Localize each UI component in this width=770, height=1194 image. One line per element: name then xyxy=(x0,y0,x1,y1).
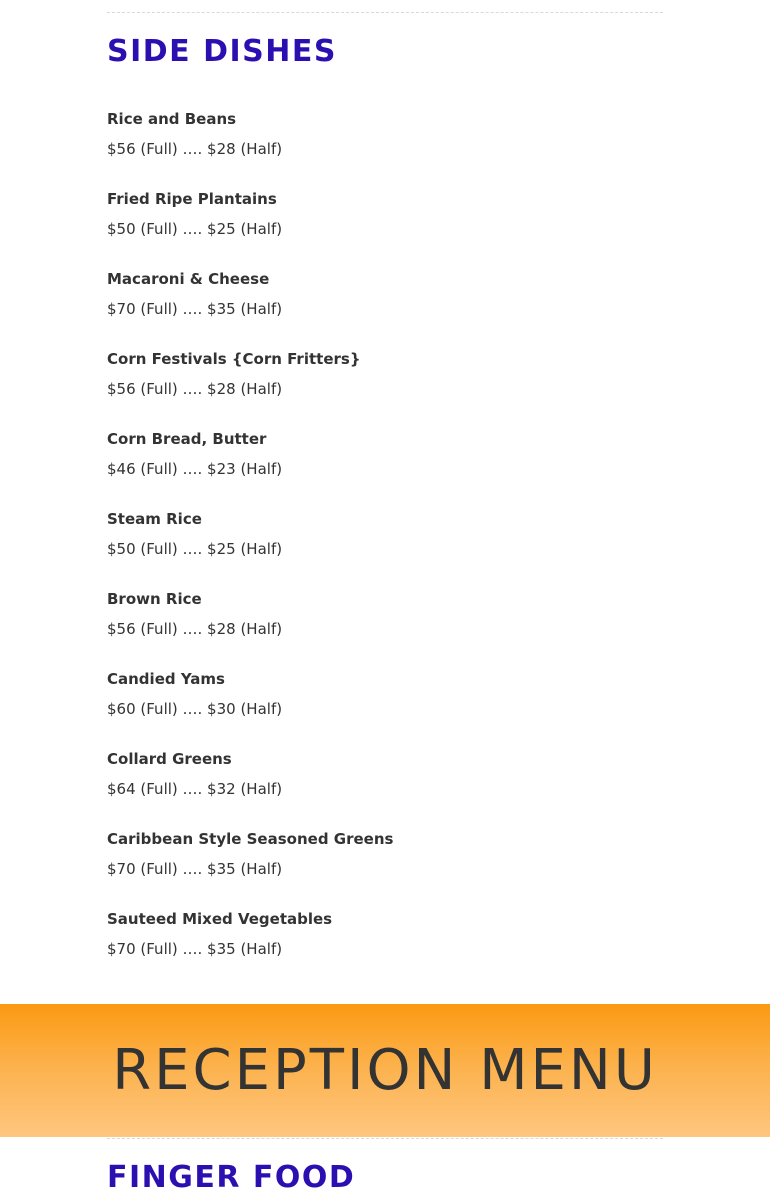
side-dishes-list xyxy=(107,108,663,988)
top-divider xyxy=(107,12,663,13)
menu-item xyxy=(107,908,663,988)
item-name: Corn Bread, Butter xyxy=(107,430,267,448)
item-name: Fried Ripe Plantains xyxy=(107,190,277,208)
item-name: Collard Greens xyxy=(107,750,232,768)
finger-food-divider xyxy=(107,1138,663,1139)
item-price: $50 (Full) …. $25 (Half) xyxy=(107,220,283,238)
menu-item xyxy=(107,748,663,828)
item-name: Rice and Beans xyxy=(107,110,237,128)
menu-item xyxy=(107,668,663,748)
item-price: $50 (Full) …. $25 (Half) xyxy=(107,540,283,558)
reception-menu-banner xyxy=(0,1004,770,1137)
item-name: Corn Festivals {Corn Fritters} xyxy=(107,350,361,368)
item-name: Steam Rice xyxy=(107,510,202,528)
menu-item xyxy=(107,828,663,908)
item-price: $70 (Full) …. $35 (Half) xyxy=(107,940,283,958)
menu-item xyxy=(107,348,663,428)
item-name: Brown Rice xyxy=(107,590,202,608)
item-price: $60 (Full) …. $30 (Half) xyxy=(107,700,283,718)
item-name: Candied Yams xyxy=(107,670,225,688)
menu-item xyxy=(107,588,663,668)
reception-menu-title: RECEPTION MENU xyxy=(112,1038,658,1103)
item-price: $56 (Full) …. $28 (Half) xyxy=(107,140,283,158)
menu-item xyxy=(107,428,663,508)
finger-food-heading: FINGER FOOD xyxy=(107,1160,356,1194)
menu-item xyxy=(107,268,663,348)
item-name: Caribbean Style Seasoned Greens xyxy=(107,830,394,848)
item-price: $56 (Full) …. $28 (Half) xyxy=(107,620,283,638)
side-dishes-heading: SIDE DISHES xyxy=(107,34,337,69)
item-name: Macaroni & Cheese xyxy=(107,270,270,288)
menu-item xyxy=(107,508,663,588)
item-price: $46 (Full) …. $23 (Half) xyxy=(107,460,283,478)
item-name: Sauteed Mixed Vegetables xyxy=(107,910,333,928)
item-price: $56 (Full) …. $28 (Half) xyxy=(107,380,283,398)
menu-item xyxy=(107,108,663,188)
item-price: $70 (Full) …. $35 (Half) xyxy=(107,860,283,878)
item-price: $70 (Full) …. $35 (Half) xyxy=(107,300,283,318)
item-price: $64 (Full) …. $32 (Half) xyxy=(107,780,283,798)
menu-item xyxy=(107,188,663,268)
